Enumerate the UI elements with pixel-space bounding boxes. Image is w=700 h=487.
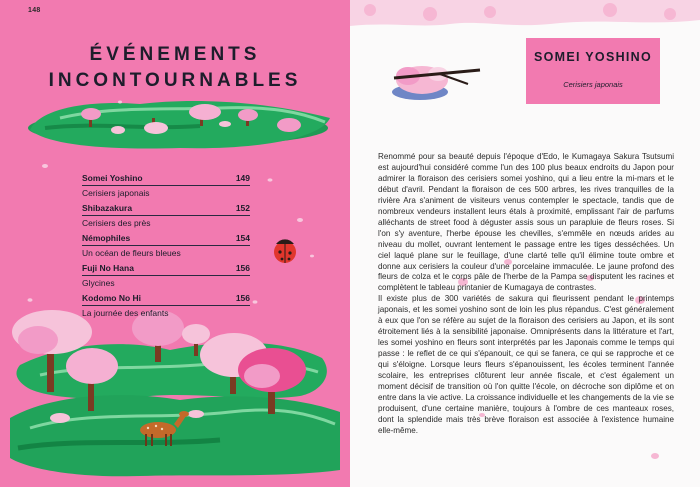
toc-entry-page: 154 <box>235 233 250 243</box>
toc-entry[interactable] <box>82 203 250 229</box>
ladybug-illustration <box>274 239 296 263</box>
toc-entry[interactable] <box>82 293 250 319</box>
section-title-line-2: INCONTOURNABLES <box>48 70 302 91</box>
toc-entry-subtitle: Un océan de fleurs bleues <box>82 248 181 258</box>
toc-entry-subtitle: Cerisiers des près <box>82 218 151 228</box>
toc-entry[interactable] <box>82 173 250 199</box>
toc-entry-title: Kodomo No Hi <box>82 293 142 303</box>
top-island-illustration <box>28 101 330 149</box>
article-text <box>378 152 674 437</box>
toc-entry[interactable] <box>82 233 250 259</box>
toc-entry-subtitle: Glycines <box>82 278 115 288</box>
table-of-contents <box>82 173 250 323</box>
toc-divider <box>82 305 250 306</box>
chapter-label-subtitle: Cerisiers japonais <box>563 80 623 89</box>
article-paragraph-1: Renommé pour sa beauté depuis l'époque d'Edo, le Kumagaya Sakura Tsutsumi est aujourd'hui considéré comme l'un des 100 plus beaux endroits du Japon pour admirer la floraison des cerisiers somei yoshino, qui a lieu entre la mi-mars et le début d'avril. Pendant la floraison de ces 500 arbres, les rives tranquilles de la rivière Ara s'animent de visiteurs venus contempler le spectacle, tandis que de nombreux vendeurs installent leurs étals à proximité, emplissant l'air de parfums alléchants de street food à déguster assis sous un parapluie de fleurs roses. Si l'on s'y aventure, l'herbe épouse les chevilles, s'emmêle en nœuds arides au niveau du mollet, ouvrant lentement le passage entre les tiges desséchées. Un ciel laqué plane sur le feuillage, d'une clarté telle qu'il élimine toute ombre et donne aux cerisiers la couleur d'une porcelaine immaculée. Le jaune profond des fleurs de colza et le corps pâle de l'herbe de la Pampa se disputent les racines et complètent le tableau printanier de Kumagaya de contrastes. <box>378 152 674 293</box>
toc-entry-page: 152 <box>235 203 250 213</box>
section-title-line-1: ÉVÉNEMENTS <box>89 44 261 65</box>
blossom-branch-illustration <box>392 66 480 100</box>
toc-entry-title: Némophiles <box>82 233 131 243</box>
chapter-label-card <box>526 38 660 104</box>
toc-entry-title: Fuji No Hana <box>82 263 134 273</box>
pink-spray-decoration <box>350 0 700 26</box>
left-page-number: 148 <box>28 7 41 14</box>
toc-divider <box>82 275 250 276</box>
toc-entry-page: 149 <box>235 173 250 183</box>
bottom-hills-illustration <box>10 310 340 476</box>
toc-entry-title: Somei Yoshino <box>82 173 143 183</box>
toc-entry-title: Shibazakura <box>82 203 133 213</box>
chapter-label-title: SOMEI YOSHINO <box>533 50 653 64</box>
toc-entry[interactable] <box>82 263 250 289</box>
toc-entry-subtitle: Cerisiers japonais <box>82 188 150 198</box>
toc-divider <box>82 215 250 216</box>
toc-entry-subtitle: La journée des enfants <box>82 308 169 318</box>
toc-divider <box>82 245 250 246</box>
toc-entry-page: 156 <box>235 263 250 273</box>
article-paragraph-2: Il existe plus de 300 variétés de sakura qui fleurissent pendant le printemps japonais, et les somei yoshino sont de loin les plus répandus. C'est généralement à eux que l'on se réfère au sujet de la floraison des cerisiers au Japon, et ils sont étroitement liés à la sensibilité japonaise. Omniprésents dans la littérature et l'art, les somei yoshino en fleurs sont interprétés par les Japonais comme le temps qui passe : le reflet de ce qui s'épanouit, ce qui se fanera, ce qui se rapproche et ce qui s'éloigne. Lorsque leurs fleurs s'épanouissent, les écoles terminent l'année scolaire, les entreprises clôturent leur année fiscale, et c'est également un moment décisif de transition où l'on quitte l'école, on décroche son diplôme et on entre dans la vie active. La croissance individuelle et les changements de la vie se produisent, d'une certaine manière, toujours à l'ombre de ces manteaux roses, dont la splendide mais très brève floraison est associée à l'existence humaine elle-même. <box>378 294 674 435</box>
toc-divider <box>82 185 250 186</box>
toc-entry-page: 156 <box>235 293 250 303</box>
